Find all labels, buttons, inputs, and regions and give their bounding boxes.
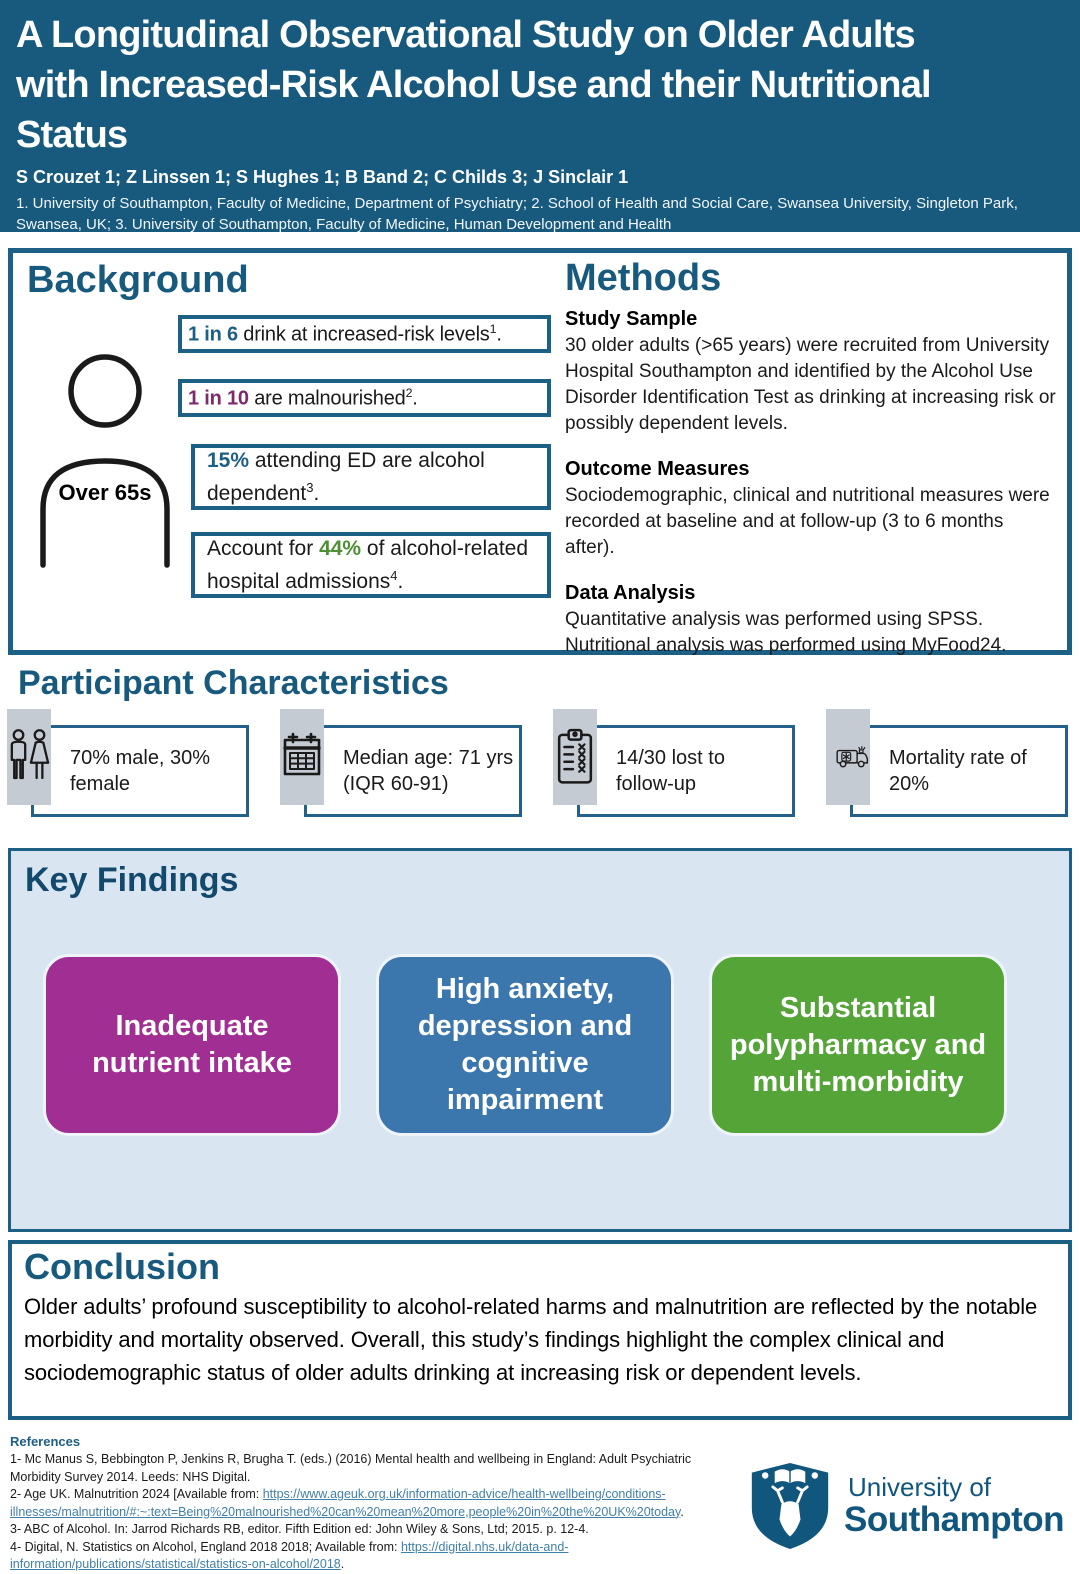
key-findings-heading: Key Findings [25, 861, 239, 899]
references-section [10, 1434, 732, 1574]
over-65s-label: Over 65s [58, 480, 152, 505]
clipboard-icon [556, 728, 594, 786]
characteristic-mortality-box: Mortality rate of 20% [850, 725, 1068, 817]
characteristic-lost-to-followup-box: 14/30 lost to follow-up [577, 725, 795, 817]
calendar-icon [282, 731, 322, 783]
finding-card-nutrient-intake: Inadequate nutrient intake [43, 954, 341, 1136]
ambulance-icon-strip [826, 709, 870, 805]
background-section [13, 253, 565, 650]
stat-hospital-admissions: Account for 44% of alcohol-related hospital admissions$^4$. [191, 532, 551, 598]
over-65s-person-icon [33, 351, 177, 571]
reference-4-link[interactable]: https://digital.nhs.uk/data-and-information/publications/statistical/statistics-on-alcohol/2018 [10, 1539, 569, 1571]
logo-line-university-of: University of [847, 1472, 992, 1502]
ambulance-icon [836, 736, 870, 778]
conclusion-heading: Conclusion [24, 1246, 220, 1287]
key-findings-panel [8, 848, 1072, 1232]
methods-outcome-measures-head: Outcome Measures [565, 458, 750, 480]
participant-characteristics-heading: Participant Characteristics [18, 664, 449, 702]
key-findings-cards [43, 954, 1069, 1136]
conclusion-panel [8, 1240, 1072, 1420]
poster-title-line-2: with Increased-Risk Alcohol Use and their Nutritional [16, 64, 931, 106]
clipboard-icon-strip [553, 709, 597, 805]
finding-card-polypharmacy: Substantial polypharmacy and multi-morbidity [709, 954, 1007, 1136]
reference-3: 3- ABC of Alcohol. In: Jarrod Richards RB, editor. Fifth Edition ed: John Wiley & Sons, Ltd; 2015. p. 12-4. [10, 1522, 589, 1536]
southampton-shield-icon [748, 1460, 832, 1552]
characteristic-median-age [280, 706, 522, 824]
conclusion-body: Older adults’ profound susceptibility to alcohol-related harms and malnutrition are reflected by the notable morbidity and mortality observed. Overall, this study’s findings highlight the complex clinical and sociodemographic status of older adults drinking at increasing risk or dependent levels. [24, 1294, 1038, 1385]
calendar-icon-strip [280, 709, 324, 805]
reference-2-link[interactable]: https://www.ageuk.org.uk/information-advice/health-wellbeing/conditions-illnesses/malnutrition/#:~:text=Being%20malnourished%20can%20mean%20more,people%20in%20the%20UK%20today [10, 1487, 681, 1519]
reference-4: 4- Digital, N. Statistics on Alcohol, England 2018 2018; Available from: https://digital.nhs.uk/data-and-information/publications/statistical/statistics-on-alcohol/2018. [10, 1539, 569, 1571]
methods-outcome-measures-body: Sociodemographic, clinical and nutritional measures were recorded at baseline and at follow-up (3 to 6 months after). [565, 485, 1050, 558]
references-heading: References [10, 1434, 81, 1449]
finding-card-anxiety-depression: High anxiety, depression and cognitive impairment [376, 954, 674, 1136]
methods-data-analysis-head: Data Analysis [565, 582, 696, 604]
background-stats [170, 253, 565, 650]
methods-heading: Methods [565, 257, 722, 299]
background-heading: Background [27, 259, 249, 301]
methods-section [565, 253, 1057, 659]
stat-ed-alcohol-dependent: 15% attending ED are alcohol dependent$^3$. [191, 444, 551, 510]
characteristic-median-age-box: Median age: 71 yrs (IQR 60-91) [304, 725, 522, 817]
background-methods-panel [8, 248, 1072, 655]
characteristic-sex-split [7, 706, 249, 824]
characteristic-sex-split-box: 70% male, 30% female [31, 725, 249, 817]
poster-header [0, 0, 1080, 232]
logo-line-southampton: Southampton [843, 1500, 1064, 1539]
affiliations-line: 1. University of Southampton, Faculty of Medicine, Department of Psychiatry; 2. School of Health and Social Care, Swansea University, Singleton Park, Swansea, UK; 3. University of Southampton, Faculty of Medicine, Human Development and Health [16, 195, 1018, 233]
characteristic-mortality [826, 706, 1068, 824]
poster-title-line-1: A Longitudinal Observational Study on Older Adults [16, 14, 915, 56]
participant-characteristics-row [7, 706, 1073, 824]
authors-line: S Crouzet 1; Z Linssen 1; S Hughes 1; B Band 2; C Childs 3; J Sinclair 1 [16, 167, 629, 187]
methods-study-sample-head: Study Sample [565, 308, 698, 330]
stat-malnourished: 1 in 10 are malnourished$^2$. [178, 379, 551, 417]
reference-1: 1- Mc Manus S, Bebbington P, Jenkins R, Brugha T. (eds.) (2016) Mental health and wellbeing in England: Adult Psychiatric Morbidity Survey 2014. Leeds: NHS Digital. [10, 1452, 692, 1484]
poster-title-line-3: Status [16, 114, 128, 156]
university-of-southampton-logo [748, 1460, 1064, 1552]
characteristic-lost-to-followup [553, 706, 795, 824]
people-icon-strip [7, 709, 51, 805]
methods-study-sample-body: 30 older adults (>65 years) were recruited from University Hospital Southampton and identified by the Alcohol Use Disorder Identification Test as drinking at increasing risk or possibly dependent levels. [565, 335, 1056, 434]
methods-data-analysis-body: Quantitative analysis was performed using SPSS. Nutritional analysis was performed using MyFood24. [565, 609, 1007, 656]
southampton-logo-text [844, 1472, 1064, 1540]
reference-2: 2- Age UK. Malnutrition 2024 [Available from: https://www.ageuk.org.uk/information-advice/health-wellbeing/conditions-illnesses/malnutrition/#:~:text=Being%20malnourished%20can%20mean%20more,people%20in%20the%20UK%20today. [10, 1487, 684, 1519]
stat-increased-risk: 1 in 6 drink at increased-risk levels$^1$. [178, 315, 551, 353]
people-icon [8, 728, 50, 786]
